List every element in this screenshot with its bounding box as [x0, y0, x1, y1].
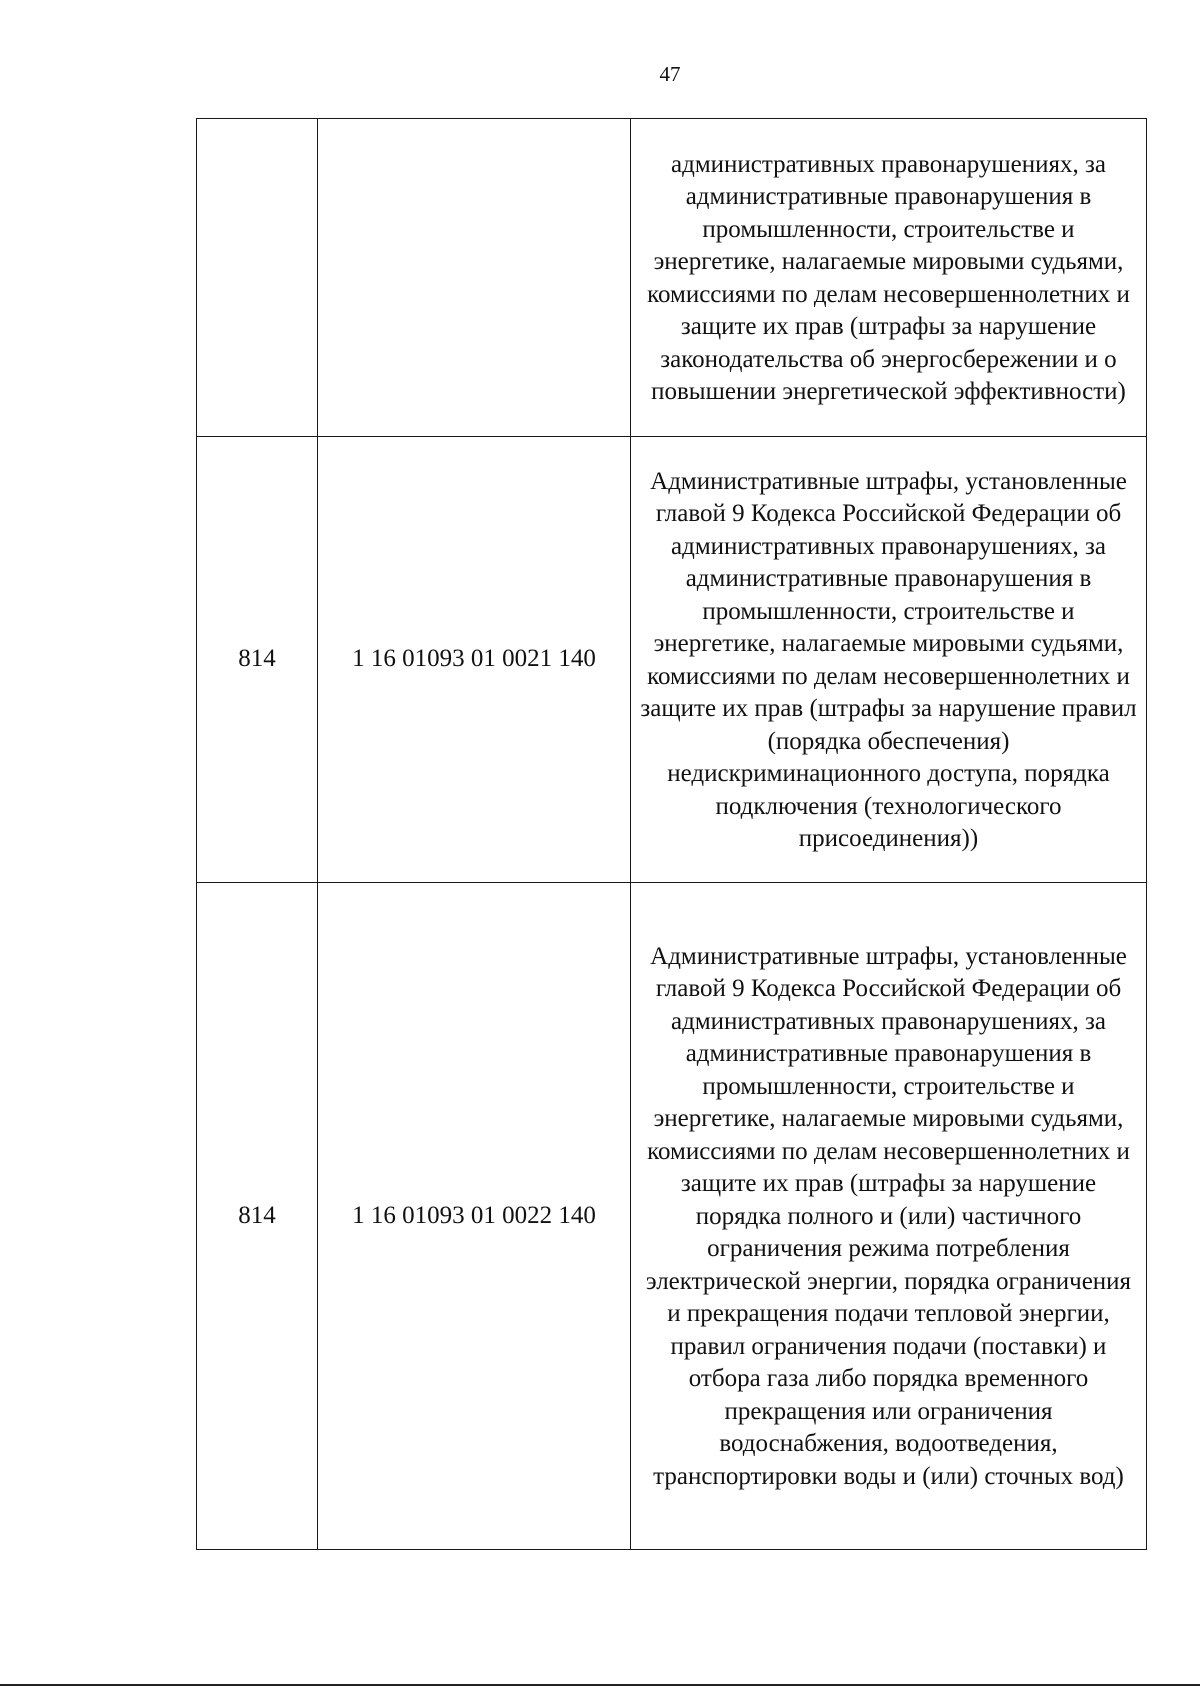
budget-code-cell: 1 16 01093 01 0021 140	[318, 437, 631, 883]
revenue-name-cell: административных правонарушениях, за административные правонарушения в промышленности, строительстве и энергетике, налагаемые мировыми судьями, комиссиями по делам несовершеннолетних и защите их прав (штрафы за нарушение законодательства об энергосбережении и о повышении энергетической эффективности)	[631, 119, 1147, 437]
budget-codes-table	[196, 118, 1147, 1550]
admin-code-cell: 814	[197, 437, 318, 883]
table-row	[197, 119, 1147, 437]
admin-code-cell	[197, 119, 318, 437]
page-number: 47	[659, 62, 681, 86]
bottom-rule	[0, 1684, 1200, 1686]
table-row	[197, 437, 1147, 883]
budget-code-cell: 1 16 01093 01 0022 140	[318, 883, 631, 1550]
table-row	[197, 883, 1147, 1550]
revenue-name-cell: Административные штрафы, установленные главой 9 Кодекса Российской Федерации об административных правонарушениях, за административные правонарушения в промышленности, строительстве и энергетике, налагаемые мировыми судьями, комиссиями по делам несовершеннолетних и защите их прав (штрафы за нарушение правил (порядка обеспечения) недискриминационного доступа, порядка подключения (технологического присоединения))	[631, 437, 1147, 883]
budget-code-cell	[318, 119, 631, 437]
admin-code-cell: 814	[197, 883, 318, 1550]
revenue-name-cell: Административные штрафы, установленные главой 9 Кодекса Российской Федерации об административных правонарушениях, за административные правонарушения в промышленности, строительстве и энергетике, налагаемые мировыми судьями, комиссиями по делам несовершеннолетних и защите их прав (штрафы за нарушение порядка полного и (или) частичного ограничения режима потребления электрической энергии, порядка ограничения и прекращения подачи тепловой энергии, правил ограничения подачи (поставки) и отбора газа либо порядка временного прекращения или ограничения водоснабжения, водоотведения, транспортировки воды и (или) сточных вод)	[631, 883, 1147, 1550]
